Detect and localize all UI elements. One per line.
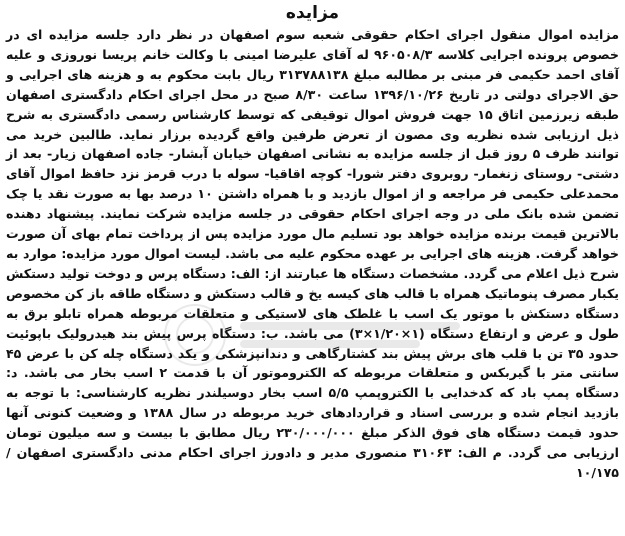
notice-body: مزایده اموال منقول اجرای احکام حقوقی شعبه سوم اصفهان در نظر دارد جلسه مزایده ای در خصوص پرونده اجرایی کلاسه ۹۶۰۵۰۸/۳ له آقای علیرضا امینی با وکالت خانم پریسا نوروزی و علیه آقای احمد حکیمی فر مبنی بر مطالبه مبلغ ۳۱۳۷۸۸۱۳۸ ریال بابت محکوم به و هزینه های اجرایی و حق الاجرای دولتی در تاریخ ۱۳۹۶/۱۰/۲۶ ساعت ۸/۳۰ صبح در محل اجرای احکام دادگستری اصفهان طبقه زیرزمین اتاق ۱۵ جهت فروش اموال توقیفی که توسط کارشناس رسمی دادگستری به شرح ذیل ارزیابی شده نظریه وی مصون از تعرض طرفین واقع گردیده برزار نماید. طالبین خرید می توانند ظرف ۵ روز قبل از جلسه مزایده به نشانی اصفهان خیابان آبشار- جاده اصفهان زیار- بعد از دشتی- روستای زنغمار- روبروی دفتر شورا- کوچه اقاقیا- سوله با درب قرمز نزد حافظ اموال آقای محمدعلی حکیمی فر مراجعه و از اموال بازدید و با همراه داشتن ۱۰ درصد بها به صورت نقد یا چک تضمن شده بانک ملی در وجه اجرای احکام حقوقی در جلسه مزایده شرکت نمایند. پیشنهاد دهنده بالاترین قیمت برنده مزایده خواهد بود تسلیم مال مورد مزایده پس از پرداخت تمام بهای آن صورت خواهد گرفت. هزینه های اجرایی بر عهده محکوم علیه می باشد. لیست اموال مورد مزایده: موارد به شرح ذیل اعلام می گردد. مشخصات دستگاه ها عبارتند از: الف: دستگاه پرس و دوخت تولید دستکش یکبار مصرف پنوماتیک همراه با قالب های کیسه یخ و قالب دستکش و دستگاه طاقه باز کن مخصوص دستگاه دستکش با موتور یک اسب با غلطک های لاستیکی و متعلقات مربوطه همراه تابلو برق به طول و عرض و ارتفاع دستگاه (۱×۱/۲۰×۳) می باشد. ب: دستگاه پرس پیش بند هیدرولیک باپوئیت حدود ۳۵ تن با قلب های برش پیش بند کشتارگاهی و دندانپزشکی و یکد دستگاه چله کن با عرض ۴۵ سانتی متر با گیربکس و متعلقات مربوطه که الکتروموتور آن با قدمت ۲ اسب بخار می باشد. د: دستگاه پمپ باد که کدخدایی با الکتروپمپ ۵/۵ اسب بخار دوسیلندر نظریه کارشناسی: با توجه به بازدید انجام شده و بررسی اسناد و قراردادهای خرید مربوطه در سال ۱۳۸۸ و وضعیت کنونی آنها حدود قیمت دستگاه های فوق الذکر مبلغ ۲۳۰/۰۰۰/۰۰۰ ریال مطابق با بیست و سه میلیون تومان ارزیابی می گردد. م الف: ۳۱۰۶۳ منصوری مدیر و دادورز اجرای احکام مدنی دادگستری اصفهان /۱۰/۱۷۵ — [6, 27, 620, 480]
notice-title: مزایده — [285, 3, 340, 23]
